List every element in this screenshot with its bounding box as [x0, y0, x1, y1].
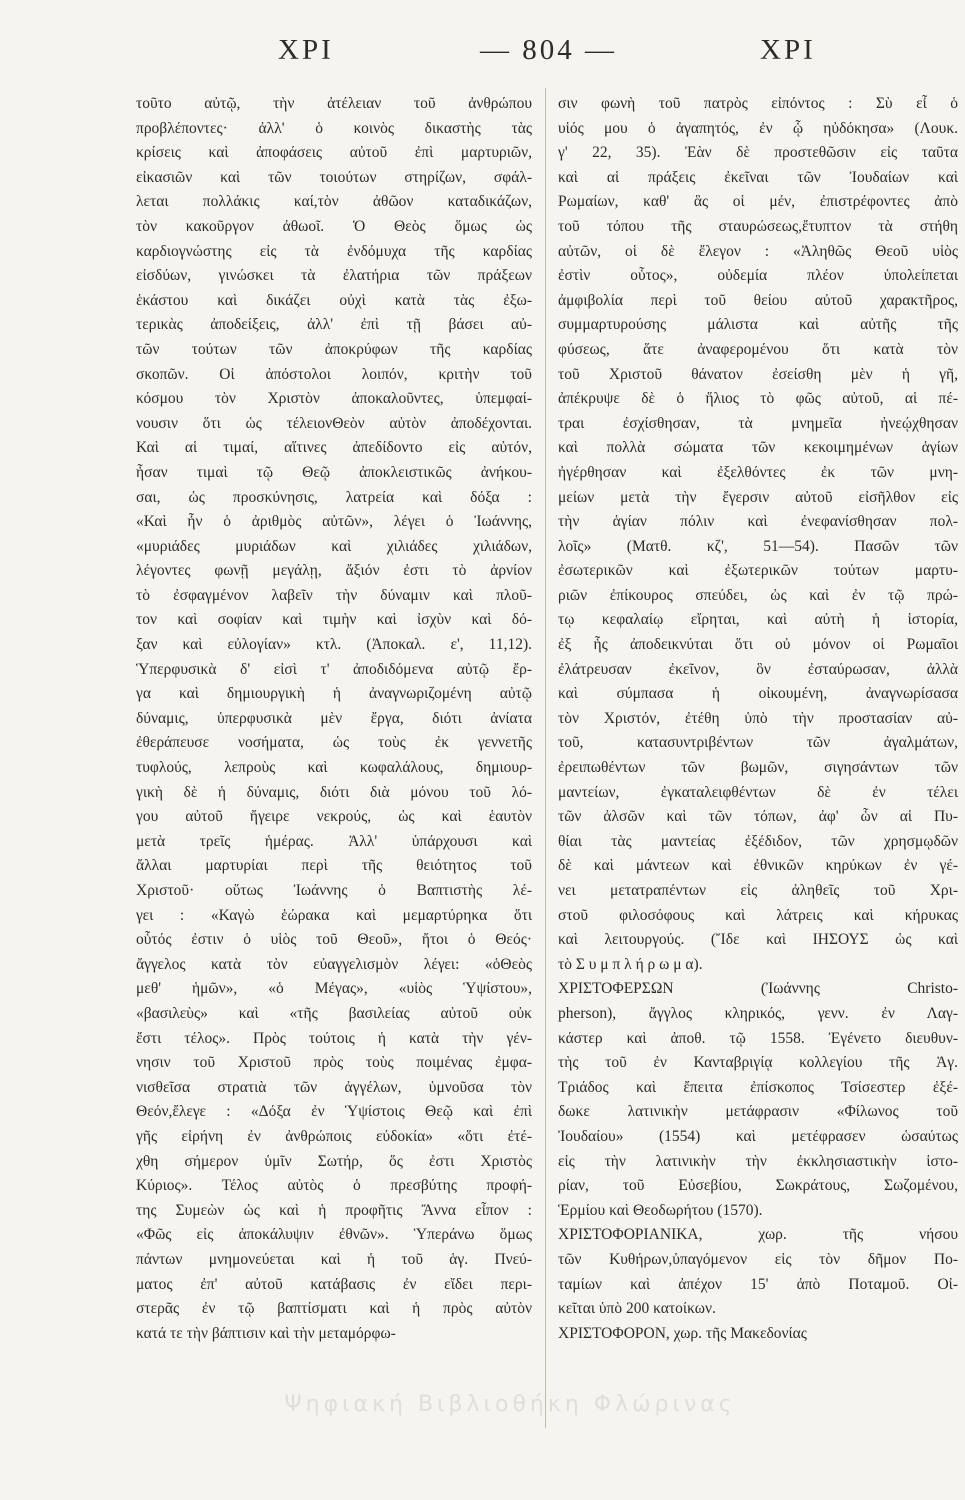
page-header	[140, 34, 820, 74]
text-line: ΧΡΙΣΤΟΦΟΡΟΝ, χωρ. τῆς Μακεδονίας	[558, 1324, 807, 1342]
text-line: γου αὐτοῦ ἤγειρε νεκρούς, ὡς καὶ ἑαυτὸν	[136, 808, 532, 826]
text-line: τοῦ τόπου τῆς σταυρώσεως,ἔτυπτον τὰ στήθη	[558, 217, 958, 235]
text-line: τὴν ἁγίαν πόλιν καὶ ἐνεφανίσθησαν πολ-	[558, 513, 958, 531]
text-line: μετὰ τρεῖς ἡμέρας. Ἀλλ' ὑπάρχουσι καὶ	[136, 832, 532, 850]
text-line: λοῖς» (Ματθ. κζ', 51—54). Πασῶν τῶν	[558, 537, 958, 555]
text-line: Ἑρμίου καὶ Θεοδωρήτου (1570).	[558, 1201, 763, 1219]
text-line: υἱός μου ὁ ἀγαπητός, ἐν ᾧ ηὐδόκησα» (Λουκ.	[558, 119, 958, 137]
text-line: γα καὶ δημιουργικὴ ἡ ἀναγνωριζομένη αὐτῷ	[136, 685, 532, 703]
text-line: τῶν Κυθήρων,ὑπαγόμενον εἰς τὸν δῆμον Πο-	[558, 1250, 958, 1268]
text-line: ἔστι τέλος». Πρὸς τούτοις ἡ κατὰ τὴν γέν-	[136, 1029, 532, 1047]
text-line: κρίσεις καὶ ἀποφάσεις αὐτοῦ ἐπὶ μαρτυριῶν,	[136, 144, 532, 162]
text-line: «βασιλεὺς» καὶ «τῆς βασιλείας αὐτοῦ οὐκ	[136, 1004, 532, 1022]
text-line: κεῖται ὑπὸ 200 κατοίκων.	[558, 1300, 716, 1318]
text-line: στερᾶς ἐν τῷ βαπτίσματι καὶ ἡ πρὸς αὐτὸν	[136, 1300, 532, 1318]
text-line: μεθ' ἡμῶν», «ὁ Μέγας», «υἱὸς Ὑψίστου»,	[136, 980, 532, 998]
text-line: αὐτῶν, οἱ δὲ ἔλεγον : «Ἀληθῶς Θεοῦ υἱὸς	[558, 242, 958, 260]
text-line: τῶν ἀλσῶν καὶ τῶν τόπων, ἀφ' ὧν αἱ Πυ-	[558, 808, 958, 826]
text-line: λεται πολλάκις καί,τὸν ἀθῶον καταδικάζων,	[136, 193, 532, 211]
text-line: φύσεως, ἅτε ἀναφερομένου ὅτι κατὰ τὸν	[558, 340, 958, 358]
text-line: χθη σήμερον ὑμῖν Σωτήρ, ὅς ἐστι Χριστὸς	[136, 1152, 532, 1170]
text-line: Τριάδος καὶ ἔπειτα ἐπίσκοπος Τσίσεστερ ἐξέ-	[558, 1078, 958, 1096]
text-line: ματος ἐπ' αὐτοῦ κατάβασις ἐν εἴδει περι-	[136, 1275, 532, 1293]
text-line: νει μετατραπέντων εἰς ἀληθεῖς τοῦ Χρι-	[558, 882, 958, 899]
text-line: σαι, ὡς προσκύνησις, λατρεία καὶ δόξα :	[136, 488, 532, 506]
text-line: ΧΡΙΣΤΟΦΕΡΣΩΝ (Ἰωάννης Christo-	[558, 980, 958, 998]
text-line: ἦσαν τιμαὶ τῷ Θεῷ ἀποκλειστικῶς ἀνήκου-	[136, 463, 532, 481]
text-line: τὸ ἐσφαγμένον λαβεῖν τὴν δύναμιν καὶ πλοῦ-	[136, 586, 532, 604]
text-line: Ὑπερφυσικὰ δ' εἰσὶ τ' ἀποδιδόμενα αὐτῷ ἔρ-	[136, 660, 532, 678]
text-line: μαντείων, ἐγκαταλειφθέντων δὲ ἐν τέλει	[558, 783, 958, 801]
text-line: καρδιογνώστης εἰς τὰ ἐνδόμυχα τῆς καρδίας	[136, 242, 532, 260]
text-line: σιν φωνὴ τοῦ πατρὸς εἰπόντος : Σὺ εἶ ὁ	[558, 95, 958, 112]
text-line: στοῦ φιλοσόφους καὶ λάτρεις καὶ κήρυκας	[558, 906, 958, 924]
column-divider	[545, 88, 546, 1428]
text-line: Ρωμαίων, καθ' ἃς οἱ μέν, ἐπιστρέφοντες ἀπὸ	[558, 193, 958, 211]
text-line: δύναμις, ὑπερφυσικὰ μὲν ἔργα, διότι ἀνίατα	[136, 709, 532, 727]
text-line: θίαι τὰς μαντείας ἐξέδιδον, τῶν χρησμῳδῶν	[558, 832, 958, 850]
text-line: πάντων μνημονεύεται καὶ ἡ τοῦ ἁγ. Πνεύ-	[136, 1250, 532, 1268]
text-line: ἄλλαι μαρτυρίαι περὶ τῆς θειότητος τοῦ	[136, 857, 532, 875]
text-line: τοῦ, κατασυντριβέντων τῶν ἀγαλμάτων,	[558, 734, 958, 752]
text-line: ἐθεράπευσε νοσήματα, ὡς τοὺς ἐκ γεννετῆς	[136, 734, 532, 752]
text-line: τὸ Σ υ μ π λ ή ρ ω μ α).	[558, 955, 703, 973]
text-line: οὗτός ἐστιν ὁ υἱὸς τοῦ Θεοῦ», ἤτοι ὁ Θεός·	[136, 931, 532, 949]
text-line: τον καὶ σοφίαν καὶ τιμὴν καὶ ἰσχὺν καὶ δό-	[136, 611, 532, 629]
text-line: ἠγέρθησαν καὶ ἐξελθόντες ἐκ τῶν μνη-	[558, 463, 958, 481]
text-line: γει : «Καγὼ ἑώρακα καὶ μεμαρτύρηκα ὅτι	[136, 906, 532, 924]
text-line: Καὶ αἱ τιμαί, αἵτινες ἀπεδίδοντο εἰς αὐτόν,	[136, 439, 532, 457]
text-line: ἐξ ἧς ἀποδεικνύται ὅτι οὐ μόνον οἱ Ρωμαῖοι	[558, 636, 958, 654]
text-line: «Φῶς εἰς ἀποκάλυψιν ἐθνῶν». Ὑπεράνω ὅμως	[136, 1226, 532, 1244]
text-line: ταμίων καὶ ἀπέχον 15' ἀπὸ Ποταμοῦ. Οἰ-	[558, 1275, 958, 1293]
text-line: της Συμεὼν ὡς καὶ ἡ προφῆτις Ἄννα εἶπον :	[136, 1201, 532, 1219]
text-line: ἐσωτερικῶν καὶ ἐξωτερικῶν τούτων μαρτυ-	[558, 562, 958, 580]
text-line: «μυριάδες μυριάδων καὶ χιλιάδες χιλιάδων,	[136, 537, 532, 555]
text-line: ἑκάστου καὶ δικάζει οὐχὶ κατὰ τὰς ἐξω-	[136, 291, 532, 309]
text-line: ἄγγελος κατὰ τὸν εὐαγγελισμὸν λέγει: «ὁΘεὸς	[136, 955, 532, 973]
text-line: τραι ἐσχίσθησαν, τὰ μνημεῖα ἠνεῴχθησαν	[558, 414, 958, 432]
text-line: ριῶν ἐπίκουρος σπεύδει, ὡς καὶ ἐν τῷ πρώ-	[558, 586, 958, 604]
text-line: τερικὰς ἀποδείξεις, ἀλλ' ἐπὶ τῇ βάσει αὐ-	[136, 316, 532, 334]
library-watermark: Ψηφιακή Βιβλιοθήκη Φλώρινας	[284, 1392, 736, 1417]
text-line: γικὴ δὲ ἡ δύναμις, διότι διὰ μόνου τοῦ λό-	[136, 783, 532, 801]
text-line: δωκε λατινικὴν μετάφρασιν «Φίλωνος τοῦ	[558, 1103, 958, 1121]
text-line: κάστερ καὶ ἀποθ. τῷ 1558. Ἐγένετο διευθυν-	[558, 1029, 958, 1047]
text-line: Χριστοῦ· οὕτως Ἰωάννης ὁ Βαπτιστὴς λέ-	[136, 882, 532, 899]
text-line: καὶ σύμπασα ἡ οἰκουμένη, ἀναγνωρίσασα	[558, 685, 958, 703]
text-line: εἰσδύων, γινώσκει τὰ ἐλατήρια τῶν πράξεων	[136, 267, 532, 285]
text-line: ΧΡΙΣΤΟΦΟΡΙΑΝΙΚΑ, χωρ. τῆς νήσου	[558, 1226, 958, 1244]
left-text-column	[136, 92, 532, 1346]
text-line: ἐστὶν οὗτος», οὐδεμία πλέον ὑπολείπεται	[558, 267, 958, 285]
text-line: τοῦ Χριστοῦ θάνατον ἐσείσθη μὲν ἡ γῆ,	[558, 365, 958, 383]
text-line: συμμαρτυρούσης μάλιστα καὶ αὐτῆς τῆς	[558, 316, 958, 334]
text-line: νησιν τοῦ Χριστοῦ πρὸς τοὺς ποιμένας ἐμφα-	[136, 1054, 532, 1072]
text-line: λέγοντες φωνῇ μεγάλῃ, ἄξιόν ἐστι τὸ ἀρνίον	[136, 562, 532, 580]
text-line: καὶ πολλὰ σώματα τῶν κεκοιμημένων ἁγίων	[558, 439, 958, 457]
text-line: γ' 22, 35). Ἐὰν δὲ προστεθῶσιν εἰς ταῦτα	[558, 144, 958, 162]
text-line: κόσμου τὸν Χριστὸν ἀποκαλοῦντες, ὑπεμφαί-	[136, 390, 532, 408]
text-line: σκοπῶν. Οἱ ἀπόστολοι λοιπόν, κριτὴν τοῦ	[136, 365, 532, 383]
text-line: τὴς τοῦ ἐν Κανταβριγίᾳ κολλεγίου τῆς Ἁγ.	[558, 1054, 958, 1072]
text-line: καὶ λειτουργούς. (Ἴδε καὶ ΙΗΣΟΥΣ ὡς καὶ	[558, 931, 958, 949]
text-line: Θεόν,ἔλεγε : «Δόξα ἐν Ὑψίστοις Θεῷ καὶ ἐπὶ	[136, 1103, 532, 1121]
text-line: ἀπέκρυψε δὲ ὁ ἥλιος τὸ φῶς αὐτοῦ, αἱ πέ-	[558, 390, 958, 408]
text-line: καὶ αἱ πράξεις ἐκεῖναι τῶν Ἰουδαίων καὶ	[558, 168, 958, 186]
text-line: τὸν Χριστόν, ἐτέθη ὑπὸ τὴν προστασίαν αὐ-	[558, 709, 958, 727]
text-line: δὲ καὶ μάντεων καὶ ἐθνικῶν κηρύκων ἐν γέ-	[558, 857, 958, 875]
header-left-guideword: ΧΡΙ	[278, 34, 334, 66]
header-right-guideword: ΧΡΙ	[760, 34, 816, 66]
text-line: μείων μετὰ τὴν ἔγερσιν αὐτοῦ εἰσῆλθον εἰς	[558, 488, 958, 506]
text-line: προβλέποντες· ἀλλ' ὁ κοινὸς δικαστὴς τὰς	[136, 119, 532, 137]
text-line: τοῦτο αὐτῷ, τὴν ἀτέλειαν τοῦ ἀνθρώπου	[136, 95, 532, 112]
text-line: Κύριος». Τέλος αὐτὸς ὁ πρεσβύτης προφή-	[136, 1177, 532, 1195]
text-line: τυφλούς, λεπροὺς καὶ κωφαλάλους, δημιουρ-	[136, 759, 532, 777]
page-number: — 804 —	[480, 34, 617, 66]
text-line: εἰς τὴν λατινικὴν τὴν ἐκκλησιαστικὴν ἱστο-	[558, 1152, 958, 1170]
text-line: ξαν καὶ εὐλογίαν» κτλ. (Ἀποκαλ. ε', 11,12).	[136, 636, 532, 654]
text-line: τὸν κακοῦργον ἀθωοῖ. Ὁ Θεὸς ὅμως ὡς	[136, 217, 532, 235]
text-line: τῶν τούτων τῶν ἀποκρύφων τῆς καρδίας	[136, 340, 532, 358]
text-line: ἐλάτρευσαν ἐκεῖνον, ὃν ἐσταύρωσαν, ἀλλὰ	[558, 660, 958, 678]
text-line: ἀμφιβολία περὶ τοῦ θείου αὐτοῦ χαρακτῆρος,	[558, 291, 958, 309]
text-line: κατά τε τὴν βάπτισιν καὶ τὴν μεταμόρφω-	[136, 1324, 396, 1342]
text-line: Ἰουδαίου» (1554) καὶ μετέφρασεν ὡσαύτως	[558, 1127, 958, 1145]
text-line: pherson), ἄγγλος κληρικός, γενν. ἐν Λαγ-	[558, 1004, 958, 1022]
text-line: τῳ κεφαλαίῳ εἴρηται, καὶ αὐτὴ ἡ ἱστορία,	[558, 611, 958, 629]
text-line: εἰκασιῶν καὶ τῶν τοιούτων στηρίζων, σφάλ-	[136, 168, 532, 186]
text-line: γῆς εἰρήνη ἐν ἀνθρώποις εὐδοκία» «ὅτι ἐτέ-	[136, 1127, 532, 1145]
text-line: «Καὶ ἦν ὁ ἀριθμὸς αὐτῶν», λέγει ὁ Ἰωάννης,	[136, 513, 532, 531]
text-line: ἐρειπωθέντων τῶν βωμῶν, σιγησάντων τῶν	[558, 759, 958, 777]
text-line: ρίαν, τοῦ Εὐσεβίου, Σωκράτους, Σωζομένου,	[558, 1177, 958, 1195]
text-line: νισθεῖσα στρατιὰ τῶν ἀγγέλων, ὑμνοῦσα τὸν	[136, 1078, 532, 1096]
text-line: νουσιν ὅτι ὡς τέλειονΘεὸν αὐτὸν ἀποδέχονται.	[136, 414, 532, 432]
right-text-column	[558, 92, 958, 1346]
